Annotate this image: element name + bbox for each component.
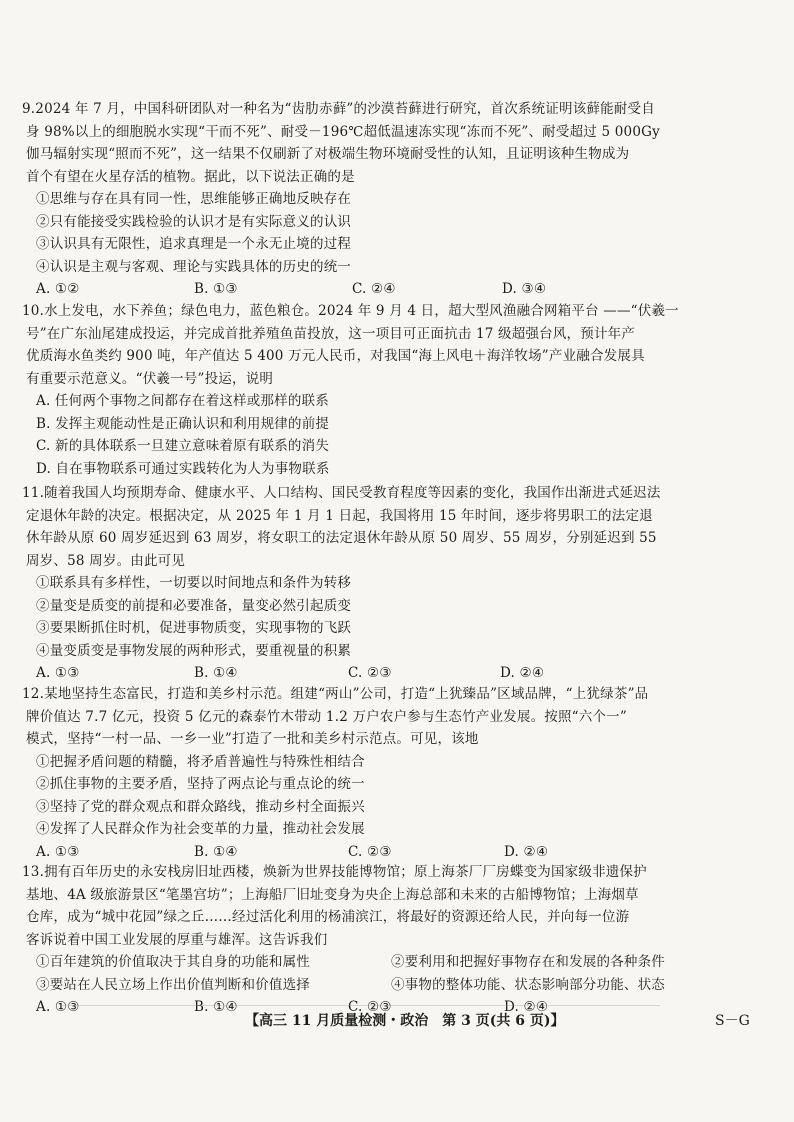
choice-a: A. ①③ bbox=[36, 999, 80, 1015]
question-stem: 12.某地坚持生态富民，打造和美乡村示范。组建“两山”公司，打造“上犹臻品”区域品牌，“上犹绿茶”品 牌价值达 7.7 亿元，投资 5 亿元的森泰竹木带动 1.2 万户农户参与生态竹产业发展。按照“六个一” 模式，坚持“一村一品、一乡一业”打造了一批和美乡村示范点。可见，该地 bbox=[22, 686, 649, 747]
statement-item: ①百年建筑的价值取决于其自身的功能和属性 bbox=[36, 954, 310, 970]
choice-c: C. ②③ bbox=[348, 665, 392, 681]
statement-item: ④认识是主观与客观、理论与实践具体的历史的统一 bbox=[36, 258, 352, 275]
statement-item: ②抓住事物的主要矛盾，坚持了两点论与重点论的统一 bbox=[36, 776, 365, 792]
statement-item: ③认识具有无限性，追求真理是一个永无止境的过程 bbox=[36, 236, 352, 252]
statement-item: ②只有能接受实践检验的认识才是有实际意义的认识 bbox=[36, 213, 352, 230]
choice-a: A. ①③ bbox=[36, 665, 80, 681]
choice-c: C. ②③ bbox=[348, 999, 392, 1015]
statement-item: ①思维与存在具有同一性，思维能够正确地反映存在 bbox=[36, 191, 352, 207]
question-stem: 13.拥有百年历史的永安栈房旧址西楼，焕新为世界技能博物馆；原上海茶厂厂房蝶变为国家级非遗保护 基地、4A 级旅游景区“笔墨宫坊”；上海船厂旧址变身为央企上海总部和未来的古船博物馆；上海烟草 仓库，成为“城中花园”绿之丘……经过活化利用的杨浦滨江，将最好的资源还给人民，并向每一位游 客诉说着中国工业发展的厚重与雄浑。这告诉我们 bbox=[22, 864, 647, 948]
footer-title: 【高三 11 月质量检测・政治 第 3 页(共 6 页)】 bbox=[245, 1013, 565, 1029]
paper-code: S－G bbox=[715, 1013, 750, 1029]
question-number: 13. bbox=[22, 864, 45, 880]
statement-item: ①联系具有多样性，一切要以时间地点和条件为转移 bbox=[36, 575, 352, 591]
question-13 bbox=[22, 861, 774, 1019]
choice-a: A. ①③ bbox=[36, 843, 80, 860]
option-a: A. 任何两个事物之间都存在着这样或那样的联系 bbox=[36, 393, 329, 409]
statement-item: ③要果断抓住时机，促进事物质变，实现事物的飞跃 bbox=[36, 620, 352, 636]
question-12 bbox=[22, 683, 774, 863]
choice-b: B. ①③ bbox=[194, 281, 238, 297]
choice-b: B. ①④ bbox=[194, 843, 238, 860]
answer-choices bbox=[22, 841, 774, 864]
statement-item: ②量变是质变的前提和必要准备，量变必然引起质变 bbox=[36, 597, 352, 614]
answer-choices bbox=[22, 278, 774, 301]
question-10 bbox=[22, 300, 774, 480]
statement-item: ②要利用和把握好事物存在和发展的各种条件 bbox=[391, 954, 665, 970]
choice-c: C. ②③ bbox=[348, 843, 392, 860]
statement-item: ④量变质变是事物发展的两种形式，要重视量的积累 bbox=[36, 642, 352, 659]
statement-row bbox=[22, 951, 774, 974]
choice-c: C. ②④ bbox=[352, 281, 396, 297]
option-b: B. 发挥主观能动性是正确认识和利用规律的前提 bbox=[36, 415, 330, 432]
choice-d: D. ②④ bbox=[504, 999, 549, 1015]
option-d: D. 自在事物联系可通过实践转化为人为事物联系 bbox=[36, 460, 330, 477]
question-stem: 11.随着我国人均预期寿命、健康水平、人口结构、国民受教育程度等因素的变化，我国作出渐进式延迟法 定退休年龄的决定。根据决定，从 2025 年 1 月 1 日起，我国将用 15 年时间，逐步将男职工的法定退 休年龄从原 60 周岁延迟到 63 周岁，将女职工的法定退休年龄从原 50 周岁、55 周岁，分别延迟到 55 周岁、58 周岁。由此可见 bbox=[22, 485, 661, 569]
statement-item: ④事物的整体功能、状态影响部分功能、状态 bbox=[391, 976, 665, 993]
answer-choices bbox=[22, 662, 774, 685]
statement-item: ①把握矛盾问题的精髓，将矛盾普遍性与特殊性相结合 bbox=[36, 753, 365, 770]
choice-b: B. ①④ bbox=[194, 665, 238, 681]
statement-item: ③坚持了党的群众观点和群众路线，推动乡村全面振兴 bbox=[36, 798, 365, 815]
choice-b: B. ①④ bbox=[194, 999, 238, 1015]
question-number: 11. bbox=[22, 485, 45, 501]
question-number: 12. bbox=[22, 686, 45, 702]
question-11 bbox=[22, 482, 774, 685]
statement-item: ③要站在人民立场上作出价值判断和价值选择 bbox=[36, 976, 310, 993]
question-stem: 10.水上发电，水下养鱼；绿色电力，蓝色粮仓。2024 年 9 月 4 日，超大型风渔融合网箱平台 ——“伏羲一 号”在广东汕尾建成投运，并完成首批养殖鱼苗投放，这一项目可正面抗击 17 级超强台风，预计年产 优质海水鱼类约 900 吨，年产值达 5 400 万元人民币，对我国“海上风电＋海洋牧场”产业融合发展具 有重要示范意义。“伏羲一号”投运，说明 bbox=[22, 303, 679, 387]
choice-a: A. ①② bbox=[36, 281, 80, 297]
choice-d: D. ②④ bbox=[500, 665, 545, 681]
question-stem: 9.2024 年 7 月，中国科研团队对一种名为“齿肋赤藓”的沙漠苔藓进行研究，首次系统证明该藓能耐受自 身 98%以上的细胞脱水实现“干而不死”、耐受－196℃超低温速冻实现“冻而不死”、耐受超过 5 000Gy 伽马辐射实现“照而不死”，这一结果不仅刷新了对极端生物环境耐受性的认知，且证明该种生物成为 首个有望在火星存活的植物。据此，以下说法正确的是 bbox=[22, 101, 660, 185]
footer-divider bbox=[60, 1005, 660, 1006]
question-9 bbox=[22, 98, 774, 301]
page-footer bbox=[0, 1010, 794, 1036]
question-number: 9. bbox=[22, 101, 36, 117]
choice-d: D. ②④ bbox=[504, 843, 549, 860]
statement-row bbox=[22, 974, 774, 997]
choice-d: D. ③④ bbox=[502, 281, 547, 297]
question-number: 10. bbox=[22, 303, 45, 319]
statement-item: ④发挥了人民群众作为社会变革的力量，推动社会发展 bbox=[36, 821, 365, 837]
option-c: C. 新的具体联系一旦建立意味着原有联系的消失 bbox=[36, 438, 330, 454]
